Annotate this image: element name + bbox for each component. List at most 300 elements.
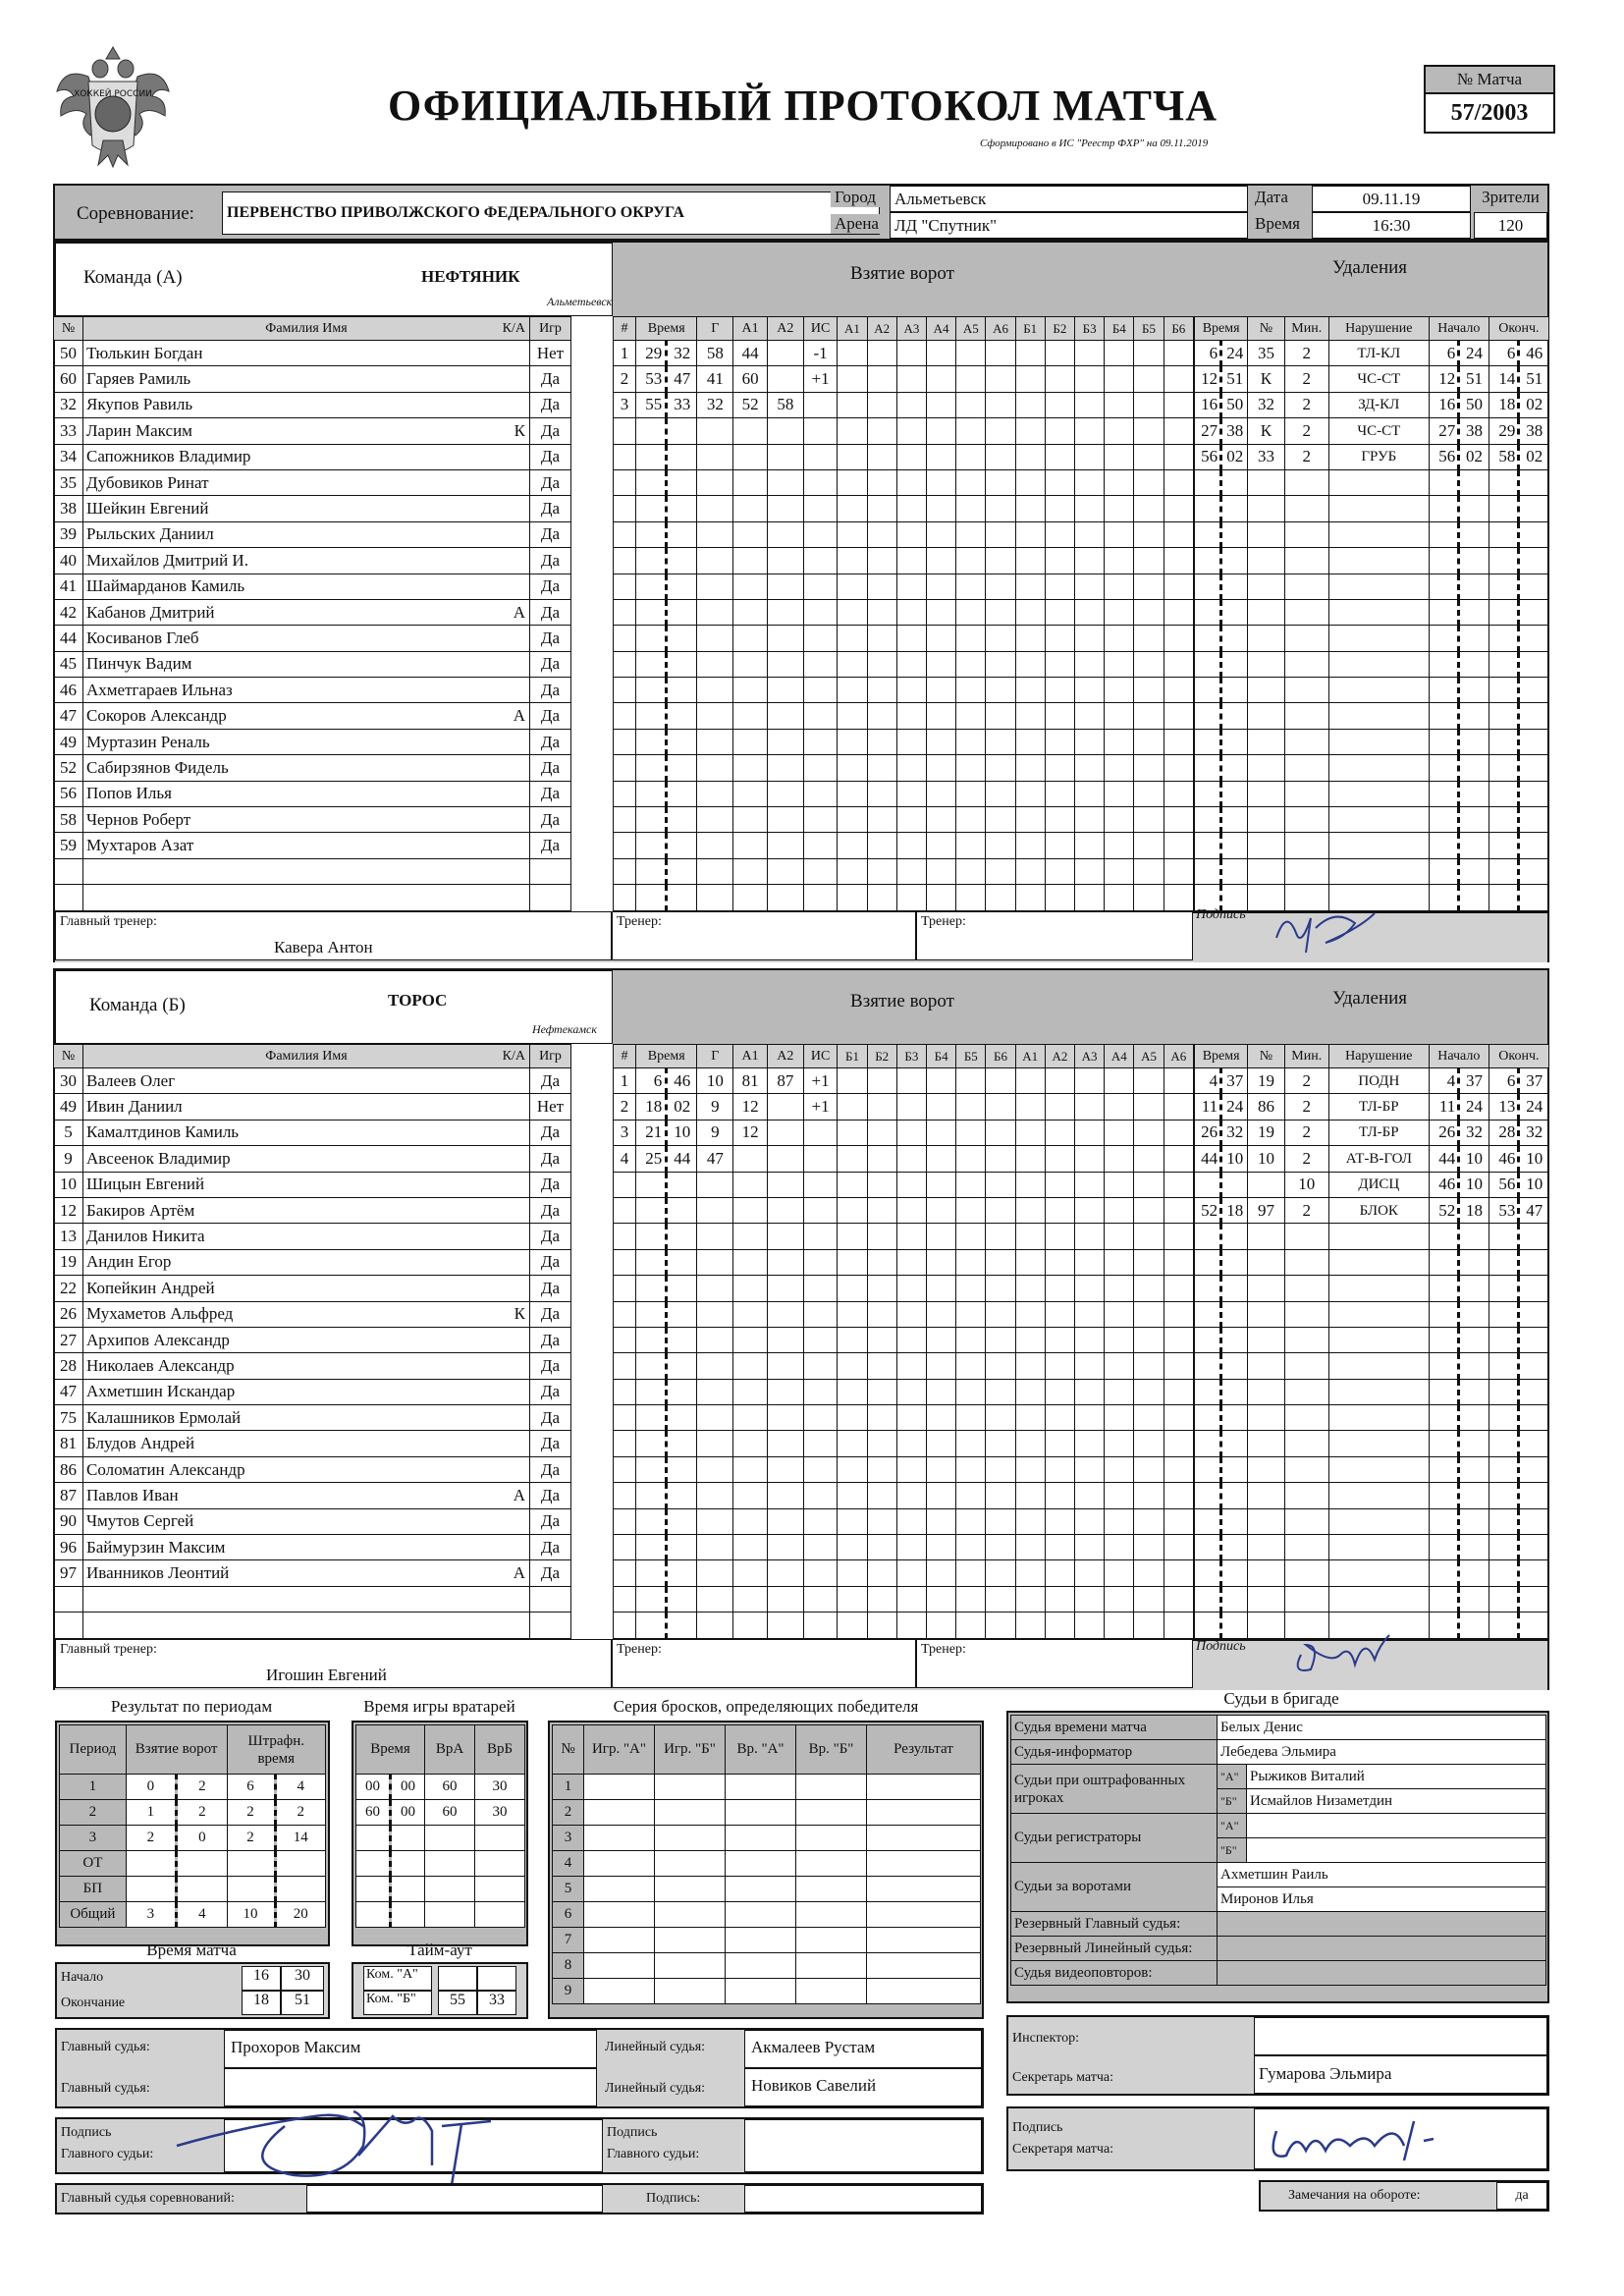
team-b-head-coach-box — [55, 1639, 612, 1688]
goal-scorer: 32 — [697, 392, 733, 417]
pen-end-min — [1489, 1249, 1519, 1275]
period-pim-b — [275, 1851, 325, 1877]
pen-second — [1221, 1276, 1248, 1301]
pen-player: 10 — [1248, 1146, 1284, 1172]
page-title: ОФИЦИАЛЬНЫЙ ПРОТОКОЛ МАТЧА — [388, 82, 1218, 130]
goal-minute — [636, 1276, 667, 1301]
ref-sign-label-2: Главного судьи: — [61, 2147, 154, 2161]
goal-minute — [636, 651, 667, 677]
shootout-row — [553, 1877, 981, 1902]
table-row — [54, 1197, 614, 1223]
col-onice: Б6 — [986, 1045, 1015, 1068]
col-onice: А1 — [1015, 1045, 1045, 1068]
goal-scorer — [697, 574, 733, 599]
team-a-coach-2-label: Тренер: — [921, 914, 966, 929]
pen-minute — [1195, 858, 1221, 884]
goalie-vra-header: ВрА — [425, 1725, 475, 1775]
goalie-b — [475, 1877, 525, 1902]
player-name: Ахметгараев Ильназ — [83, 678, 530, 703]
team-b-label: Команда (Б) — [89, 995, 186, 1015]
table-row — [54, 626, 614, 651]
pen-start-min — [1429, 1224, 1459, 1249]
team-b-city: Нефтекамск — [532, 1022, 597, 1036]
penalty-row — [1195, 781, 1549, 806]
pen-player — [1248, 548, 1284, 574]
match-end-hour: 18 — [242, 1991, 281, 2015]
penalty-row — [1195, 1586, 1549, 1612]
pen-minute — [1195, 807, 1221, 833]
pen-end-min — [1489, 1613, 1519, 1638]
goal-assist-2 — [767, 858, 803, 884]
pen-player: 19 — [1248, 1120, 1284, 1145]
match-time-title: Время матча — [146, 1941, 237, 1959]
penalty-row — [1195, 833, 1549, 858]
player-number: 27 — [54, 1327, 83, 1352]
player-played: Да — [530, 1431, 571, 1456]
col-name-label: Фамилия Имя — [265, 1048, 348, 1064]
penalty-row — [1195, 521, 1549, 547]
player-number: 35 — [54, 469, 83, 495]
player-name: Бакиров Артём — [83, 1197, 530, 1223]
pen-minutes — [1284, 678, 1328, 703]
pen-end-min: 29 — [1489, 418, 1519, 444]
pen-second — [1221, 548, 1248, 574]
pen-second — [1221, 469, 1248, 495]
goal-assist-1 — [733, 1249, 768, 1275]
goal-row — [614, 1249, 1194, 1275]
competition-ref-sign-field — [744, 2185, 982, 2213]
goal-assist-1 — [733, 1431, 768, 1456]
pen-player — [1248, 599, 1284, 625]
pen-minute — [1195, 755, 1221, 781]
player-number: 44 — [54, 626, 83, 651]
goal-is — [803, 885, 838, 910]
player-played: Да — [530, 1068, 571, 1094]
player-number: 19 — [54, 1249, 83, 1275]
pen-end-sec — [1519, 1456, 1549, 1482]
timeout-b-second: 33 — [477, 1991, 516, 2015]
goal-index — [614, 1431, 636, 1456]
pen-player: К — [1248, 418, 1284, 444]
goal-second — [667, 807, 697, 833]
col-onice: А5 — [1134, 1045, 1164, 1068]
period-pim-a: 2 — [227, 1826, 275, 1851]
goalie-second: 00 — [391, 1775, 425, 1800]
col-pen-no: № — [1248, 317, 1284, 341]
team-a-city: Альметьевск — [547, 295, 613, 308]
col-hash: # — [614, 317, 636, 341]
pen-end-sec — [1519, 1560, 1549, 1586]
pen-start-sec — [1459, 833, 1489, 858]
pen-minute — [1195, 1431, 1221, 1456]
period-label: Общий — [60, 1902, 127, 1928]
pen-start-min — [1429, 1456, 1459, 1482]
goalie-b — [475, 1902, 525, 1928]
player-name: Чернов Роберт — [83, 807, 530, 833]
pen-end-sec — [1519, 1301, 1549, 1327]
pen-second — [1221, 807, 1248, 833]
player-number: 49 — [54, 1094, 83, 1120]
player-number: 58 — [54, 807, 83, 833]
linesman-1: Акмалеев Рустам — [744, 2030, 982, 2068]
pen-minute — [1195, 1535, 1221, 1560]
goal-row — [614, 1379, 1194, 1404]
col-end: Оконч. — [1489, 1045, 1548, 1068]
team-b-goals-table — [613, 1044, 1194, 1639]
pen-end-sec — [1519, 1613, 1549, 1638]
player-ka: А — [513, 602, 525, 622]
penalty-row — [1195, 1249, 1549, 1275]
goal-assist-2 — [767, 651, 803, 677]
team-a-signature-label — [1196, 905, 1246, 923]
goalie-a: 60 — [425, 1800, 475, 1826]
goal-second — [667, 1483, 697, 1508]
pen-end-sec — [1519, 885, 1549, 910]
pen-start-min — [1429, 626, 1459, 651]
goal-second — [667, 1508, 697, 1534]
pen-second: 18 — [1221, 1197, 1248, 1223]
pen-start-min — [1429, 1276, 1459, 1301]
pen-end-min — [1489, 755, 1519, 781]
goal-index — [614, 574, 636, 599]
goal-assist-1 — [733, 1456, 768, 1482]
period-goals-b: 0 — [177, 1826, 227, 1851]
table-row — [54, 1301, 614, 1327]
pen-end-sec — [1519, 469, 1549, 495]
penalty-row — [1195, 496, 1549, 521]
table-row — [54, 444, 614, 469]
pen-start-min — [1429, 1353, 1459, 1379]
pen-violation — [1328, 1560, 1429, 1586]
pen-start-min — [1429, 574, 1459, 599]
ref-sign-label-4: Главного судьи: — [607, 2147, 700, 2161]
goal-row — [614, 341, 1194, 366]
period-pim-a: 10 — [227, 1902, 275, 1928]
period-goals-a — [126, 1851, 176, 1877]
goal-is — [803, 833, 838, 858]
goalie-minute — [356, 1851, 391, 1877]
pen-start-min — [1429, 1327, 1459, 1352]
period-row — [60, 1851, 326, 1877]
shootout-index: 1 — [553, 1775, 584, 1800]
pen-start-sec — [1459, 1586, 1489, 1612]
table-row — [54, 1353, 614, 1379]
pen-end-sec: 46 — [1519, 341, 1549, 366]
goal-assist-2 — [767, 1483, 803, 1508]
pen-minutes — [1284, 1327, 1328, 1352]
goal-index — [614, 1276, 636, 1301]
player-number: 38 — [54, 496, 83, 521]
goal-row — [614, 858, 1194, 884]
period-row — [60, 1902, 326, 1928]
table-row — [54, 885, 614, 910]
col-assist-2: А2 — [767, 1045, 803, 1068]
table-row — [54, 729, 614, 754]
goal-minute: 55 — [636, 392, 667, 417]
goal-second — [667, 651, 697, 677]
goal-second — [667, 1301, 697, 1327]
pen-player — [1248, 1613, 1284, 1638]
goal-assist-1 — [733, 1560, 768, 1586]
col-goal-time: Время — [636, 1045, 697, 1068]
pen-violation — [1328, 469, 1429, 495]
pen-minute — [1195, 1613, 1221, 1638]
col-onice: А5 — [956, 317, 986, 341]
pen-end-min — [1489, 574, 1519, 599]
pen-minutes — [1284, 626, 1328, 651]
pen-end-sec — [1519, 599, 1549, 625]
goal-minute — [636, 678, 667, 703]
goal-assist-2 — [767, 1276, 803, 1301]
goal-assist-1 — [733, 1353, 768, 1379]
timekeeper: Белых Денис — [1218, 1716, 1546, 1740]
player-name: Шейкин Евгений — [83, 496, 530, 521]
pen-end-min: 28 — [1489, 1120, 1519, 1145]
goal-assist-2 — [767, 1120, 803, 1145]
team-a-coach-2 — [916, 911, 1193, 960]
goal-index: 3 — [614, 1120, 636, 1145]
goal-is — [803, 469, 838, 495]
player-played: Да — [530, 1249, 571, 1275]
col-violation: Нарушение — [1328, 1045, 1429, 1068]
player-played: Да — [530, 1456, 571, 1482]
goal-index — [614, 1586, 636, 1612]
pen-start-sec: 38 — [1459, 418, 1489, 444]
player-name: Попов Илья — [83, 781, 530, 806]
shootout-row — [553, 1800, 981, 1826]
pen-minutes: 10 — [1284, 1172, 1328, 1197]
period-pim-b — [275, 1877, 325, 1902]
pen-end-min — [1489, 1353, 1519, 1379]
player-played: Да — [530, 1327, 571, 1352]
period-goals-b — [177, 1877, 227, 1902]
goal-is — [803, 1456, 838, 1482]
player-name: Баймурзин Максим — [83, 1535, 530, 1560]
pen-start-min: 26 — [1429, 1120, 1459, 1145]
timeout-a-minute — [438, 1966, 477, 1991]
goal-assist-1 — [733, 469, 768, 495]
pen-end-min — [1489, 729, 1519, 754]
goal-second: 02 — [667, 1094, 697, 1120]
goal-assist-1 — [733, 885, 768, 910]
goal-row — [614, 366, 1194, 392]
pen-minute — [1195, 548, 1221, 574]
goal-row — [614, 1535, 1194, 1560]
player-played: Да — [530, 678, 571, 703]
goal-index — [614, 1224, 636, 1249]
pen-end-min: 6 — [1489, 341, 1519, 366]
inspector-label: Инспектор: — [1012, 2031, 1079, 2046]
match-time-box — [55, 1962, 330, 2019]
goal-scorer — [697, 599, 733, 625]
pen-minute: 52 — [1195, 1197, 1221, 1223]
pen-minute: 16 — [1195, 392, 1221, 417]
pen-minute — [1195, 1379, 1221, 1404]
goal-scorer — [697, 626, 733, 651]
pen-end-sec — [1519, 1405, 1549, 1431]
pen-minutes — [1284, 1535, 1328, 1560]
pen-minute: 12 — [1195, 366, 1221, 392]
player-number: 39 — [54, 521, 83, 547]
penalty-box-label: Судьи при оштрафованных игроках — [1011, 1765, 1218, 1814]
pen-start-min — [1429, 1613, 1459, 1638]
pen-minute — [1195, 1353, 1221, 1379]
goal-index — [614, 1613, 636, 1638]
pen-start-min — [1429, 521, 1459, 547]
registrar-label: Судьи регистраторы — [1011, 1814, 1218, 1863]
goal-is — [803, 1197, 838, 1223]
pen-minute — [1195, 1508, 1221, 1534]
table-row — [54, 1146, 614, 1172]
team-b-name-box — [55, 970, 613, 1044]
shootout-col-2: Игр. "Б" — [655, 1725, 726, 1775]
goal-minute — [636, 1379, 667, 1404]
goal-row — [614, 469, 1194, 495]
player-number: 50 — [54, 341, 83, 366]
pen-end-sec — [1519, 521, 1549, 547]
pen-violation — [1328, 1327, 1429, 1352]
pen-end-min — [1489, 599, 1519, 625]
table-row — [54, 392, 614, 417]
penalty-row — [1195, 1508, 1549, 1534]
col-hash: # — [614, 1045, 636, 1068]
pen-end-min: 14 — [1489, 366, 1519, 392]
goal-scorer: 58 — [697, 341, 733, 366]
goal-scorer — [697, 521, 733, 547]
pen-start-sec — [1459, 626, 1489, 651]
team-a-head-coach-label: Главный тренер: — [60, 914, 157, 929]
goal-second — [667, 418, 697, 444]
referee-1: Прохоров Максим — [224, 2030, 597, 2068]
pen-player — [1248, 574, 1284, 599]
col-onice: Б3 — [896, 1045, 926, 1068]
pen-second — [1221, 496, 1248, 521]
pen-minute — [1195, 781, 1221, 806]
goalie-a — [425, 1877, 475, 1902]
table-row — [54, 651, 614, 677]
col-assist-1: А1 — [733, 1045, 768, 1068]
goal-assist-1 — [733, 599, 768, 625]
pen-minutes — [1284, 521, 1328, 547]
remarks-label: Замечания на обороте: — [1288, 2188, 1421, 2203]
col-no: № — [54, 1045, 83, 1068]
period-pim-a: 6 — [227, 1775, 275, 1800]
pen-start-min — [1429, 858, 1459, 884]
goal-index: 3 — [614, 392, 636, 417]
period-results-table — [59, 1724, 326, 1928]
shootout-row — [553, 1851, 981, 1877]
goal-is — [803, 755, 838, 781]
pen-end-sec — [1519, 1535, 1549, 1560]
table-row — [54, 1560, 614, 1586]
pen-violation — [1328, 1456, 1429, 1482]
pen-violation: ТЛ-БР — [1328, 1094, 1429, 1120]
player-number: 87 — [54, 1483, 83, 1508]
goal-row — [614, 703, 1194, 729]
player-name: Муртазин Реналь — [83, 729, 530, 754]
goal-minute — [636, 626, 667, 651]
pen-start-min — [1429, 1508, 1459, 1534]
penalty-row — [1195, 703, 1549, 729]
pen-start-sec — [1459, 1535, 1489, 1560]
goal-minute — [636, 1353, 667, 1379]
goal-assist-1: 44 — [733, 341, 768, 366]
team-b-penalties-table — [1194, 1044, 1549, 1639]
federation-logo — [49, 37, 177, 175]
pen-violation — [1328, 1508, 1429, 1534]
pen-start-min — [1429, 1535, 1459, 1560]
pen-second — [1221, 1353, 1248, 1379]
pen-end-sec — [1519, 1379, 1549, 1404]
player-number: 34 — [54, 444, 83, 469]
goal-minute — [636, 574, 667, 599]
pen-end-min — [1489, 1405, 1519, 1431]
goal-index — [614, 885, 636, 910]
goal-index — [614, 444, 636, 469]
penalty-row — [1195, 858, 1549, 884]
period-goals-a — [126, 1877, 176, 1902]
pen-start-sec — [1459, 1560, 1489, 1586]
goal-assist-1 — [733, 1197, 768, 1223]
pen-minutes — [1284, 1276, 1328, 1301]
pen-end-min: 58 — [1489, 444, 1519, 469]
goal-minute — [636, 703, 667, 729]
goal-assist-2 — [767, 1405, 803, 1431]
pen-minutes — [1284, 1224, 1328, 1249]
pen-end-sec — [1519, 781, 1549, 806]
shootout-index: 7 — [553, 1928, 584, 1953]
penalty-row — [1195, 1224, 1549, 1249]
goal-is — [803, 1353, 838, 1379]
goal-second — [667, 858, 697, 884]
penalty-row — [1195, 1379, 1549, 1404]
pen-player — [1248, 678, 1284, 703]
goal-scorer — [697, 1405, 733, 1431]
reserve-line — [1218, 1937, 1546, 1961]
pen-start-min: 56 — [1429, 444, 1459, 469]
goal-assist-1 — [733, 1508, 768, 1534]
pen-start-sec — [1459, 703, 1489, 729]
pen-start-min — [1429, 755, 1459, 781]
pen-violation: ЧС-СТ — [1328, 366, 1429, 392]
goal-assist-2 — [767, 1301, 803, 1327]
linesman-1-label: Линейный судья: — [605, 2040, 706, 2054]
pen-end-min — [1489, 1276, 1519, 1301]
pen-start-sec — [1459, 1431, 1489, 1456]
reserve-main-label: Резервный Главный судья: — [1011, 1912, 1218, 1937]
period-goals-a: 1 — [126, 1800, 176, 1826]
pen-end-min — [1489, 521, 1519, 547]
shootout-row — [553, 1928, 981, 1953]
pen-start-sec — [1459, 858, 1489, 884]
pen-end-sec: 02 — [1519, 444, 1549, 469]
player-number: 90 — [54, 1508, 83, 1534]
col-onice: А1 — [838, 317, 867, 341]
goal-assist-2 — [767, 1353, 803, 1379]
goal-scorer — [697, 833, 733, 858]
pen-minutes — [1284, 781, 1328, 806]
competition-referee-box — [55, 2183, 984, 2214]
player-name: Павлов Иван А — [83, 1483, 530, 1508]
col-ka-label: К/А — [502, 1048, 525, 1064]
goal-second — [667, 1586, 697, 1612]
table-row — [54, 755, 614, 781]
team-b-head-coach: Игошин Евгений — [266, 1666, 387, 1684]
pen-violation — [1328, 496, 1429, 521]
goal-index: 1 — [614, 341, 636, 366]
goal-row — [614, 1276, 1194, 1301]
table-row — [54, 1535, 614, 1560]
